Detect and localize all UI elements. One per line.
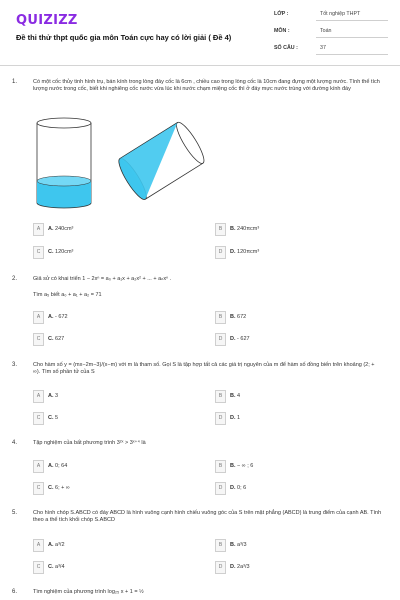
option-value: B. − ∞ ; 6 [230,463,254,469]
option-b[interactable] [215,223,370,236]
option-letter: A [33,460,44,473]
question-text: Cho hàm số y = (mx−2m−3)/(x−m) với m là tham số. Gọi S là tập hợp tất cả các giá trị nguyên của m để hàm số đồng biến trên khoảng (2; + ∞). Tìm số phần tử của S [33,362,375,376]
option-letter: C [33,412,44,425]
option-letter: A [33,223,44,236]
option-value: D. 1 [230,415,241,421]
option-value: C. 120cm³ [48,249,74,255]
option-letter: B [215,223,226,236]
option-value: C. 627 [48,336,65,342]
option-letter: A [33,539,44,552]
option-value: D. 120πcm³ [230,249,260,255]
question-text: Cho hình chóp S.ABCD có đáy ABCD là hình vuông cạnh hình chiếu vuông góc của S trên mặt phẳng (ABCD) là trung điểm của cạnh AB. Tính theo a thể tích khối chóp S.ABCD [33,510,382,524]
meta-count-label: SỐ CÂU : [274,45,298,51]
option-value: C. 5 [48,415,59,421]
question-text: Tập nghiệm của bất phương trình 3²ˣ > 3ˣ⁺⁴ là [33,440,146,446]
option-value: C. a³/4 [48,564,65,570]
question-text: Tìm nghiệm của phương trình log₂₅ x + 1 = ½ [33,589,144,595]
option-letter: C [33,246,44,259]
option-value: B. 240πcm³ [230,226,260,232]
option-c[interactable] [33,246,188,259]
upright-glass-illustration [37,118,91,208]
option-value: A. 240cm³ [48,226,74,232]
option-letter: C [33,482,44,495]
option-value: B. 672 [230,314,247,320]
option-letter: D [215,246,226,259]
question-text-2: Tìm a₅ biết a₀ + a₁ + a₂ = 71 [33,292,102,298]
option-b[interactable] [215,460,370,473]
question-number: 6. [12,589,18,595]
question-text: Giả sử có khai triển 1 − 2xⁿ = a₀ + a₁x + a₂x² + ... + aₙxⁿ . [33,276,172,282]
option-letter: C [33,561,44,574]
option-a[interactable] [33,539,188,552]
option-a[interactable] [33,390,188,403]
meta-class-label: LỚP : [274,11,289,17]
option-value: D. 2a³/3 [230,564,250,570]
option-a[interactable] [33,311,188,324]
option-c[interactable] [33,561,188,574]
option-value: C. 6; + ∞ [48,485,70,491]
question-6 [12,589,390,599]
question-number: 4. [12,440,18,446]
option-letter: B [215,390,226,403]
meta-subject-value: Toán [320,28,332,34]
meta-count-value: 37 [320,45,326,51]
option-letter: B [215,311,226,324]
option-b[interactable] [215,539,370,552]
option-letter: D [215,333,226,346]
option-d[interactable] [215,246,370,259]
question-4 [12,440,390,452]
option-a[interactable] [33,223,188,236]
option-value: A. - 672 [48,314,68,320]
meta-subject [272,25,392,39]
option-letter: C [33,333,44,346]
option-letter: D [215,561,226,574]
option-c[interactable] [33,412,188,425]
question-number: 3. [12,362,18,368]
option-letter: D [215,412,226,425]
option-value: B. a³/3 [230,542,247,548]
question-5 [12,510,390,530]
option-value: A. 0; 64 [48,463,68,469]
option-letter: B [215,460,226,473]
option-a[interactable] [33,460,188,473]
meta-class [272,8,392,22]
question-number: 1. [12,79,18,85]
glass-cylinder-figure [30,113,230,213]
option-b[interactable] [215,390,370,403]
option-value: B. 4 [230,393,241,399]
quizizz-logo: QUIZIZZ [16,13,78,28]
option-d[interactable] [215,561,370,574]
option-value: D. 0; 6 [230,485,247,491]
option-d[interactable] [215,412,370,425]
meta-subject-label: MÔN : [274,28,290,34]
option-letter: B [215,539,226,552]
page-header [0,0,400,66]
meta-class-value: Tốt nghiệp THPT [320,11,361,17]
option-letter: A [33,390,44,403]
page-title: Đề thi thử thpt quốc gia môn Toán cực hay có lời giải ( Đề 4) [16,33,232,42]
question-text: Có một cốc thủy tinh hình trụ, bán kính trong lòng đáy cốc là 6cm , chiều cao trong lòng cốc là 10cm đang đựng một lượng nước. Tính thể tích lượng nước trong cốc, biết khi nghiêng cốc nước vừa lúc khi nước chạm miệng cốc thì ở đáy mực nước trùng với đường kính đáy [33,79,380,93]
tilted-glass-illustration [115,119,208,202]
option-d[interactable] [215,333,370,346]
option-value: A. a³/2 [48,542,65,548]
question-number: 2. [12,276,18,282]
option-value: A. 3 [48,393,59,399]
option-d[interactable] [215,482,370,495]
question-number: 5. [12,510,18,516]
option-letter: D [215,482,226,495]
option-b[interactable] [215,311,370,324]
option-value: D. - 627 [230,336,250,342]
option-c[interactable] [33,482,188,495]
meta-count [272,42,392,56]
option-letter: A [33,311,44,324]
option-c[interactable] [33,333,188,346]
